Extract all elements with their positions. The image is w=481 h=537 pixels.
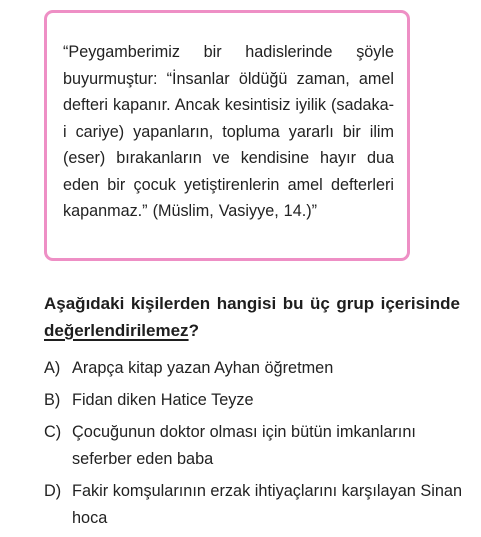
question-text-before: Aşağıdaki kişilerden hangisi bu üç grup içerisinde (44, 294, 460, 313)
question-stem (44, 290, 460, 344)
option-a-letter: A) (44, 359, 61, 377)
option-a[interactable] (44, 355, 464, 382)
hadith-quote-text: “Peygamberimiz bir hadislerinde şöyle buyurmuştur: “İnsanlar öldüğü zaman, amel defteri kapanır. Ancak kesintisiz iyilik (sadaka-i cariye) yapanların, topluma yararlı bir ilim (eser) bırakanların ve kendisine hayır dua eden bir çocuk yetiştirenlerin amel defterleri kapanmaz.” (Müslim, Vasiyye, 14.)” (63, 43, 394, 220)
option-d[interactable] (44, 478, 464, 532)
option-c-text: Çocuğunun doktor olması için bütün imkanlarını seferber eden baba (72, 423, 416, 468)
option-b-letter: B) (44, 391, 61, 409)
answer-options (44, 355, 464, 537)
option-b-text: Fidan diken Hatice Teyze (72, 391, 254, 409)
option-d-text: Fakir komşularının erzak ihtiyaçlarını karşılayan Sinan hoca (72, 482, 463, 527)
quote-box (44, 10, 410, 261)
question-text-after: ? (188, 321, 199, 340)
option-c-letter: C) (44, 423, 62, 441)
option-d-letter: D) (44, 482, 62, 500)
option-a-text: Arapça kitap yazan Ayhan öğretmen (72, 359, 334, 377)
option-b[interactable] (44, 387, 464, 414)
option-c[interactable] (44, 419, 464, 473)
question-underlined-word: değerlendirilemez (44, 321, 189, 340)
